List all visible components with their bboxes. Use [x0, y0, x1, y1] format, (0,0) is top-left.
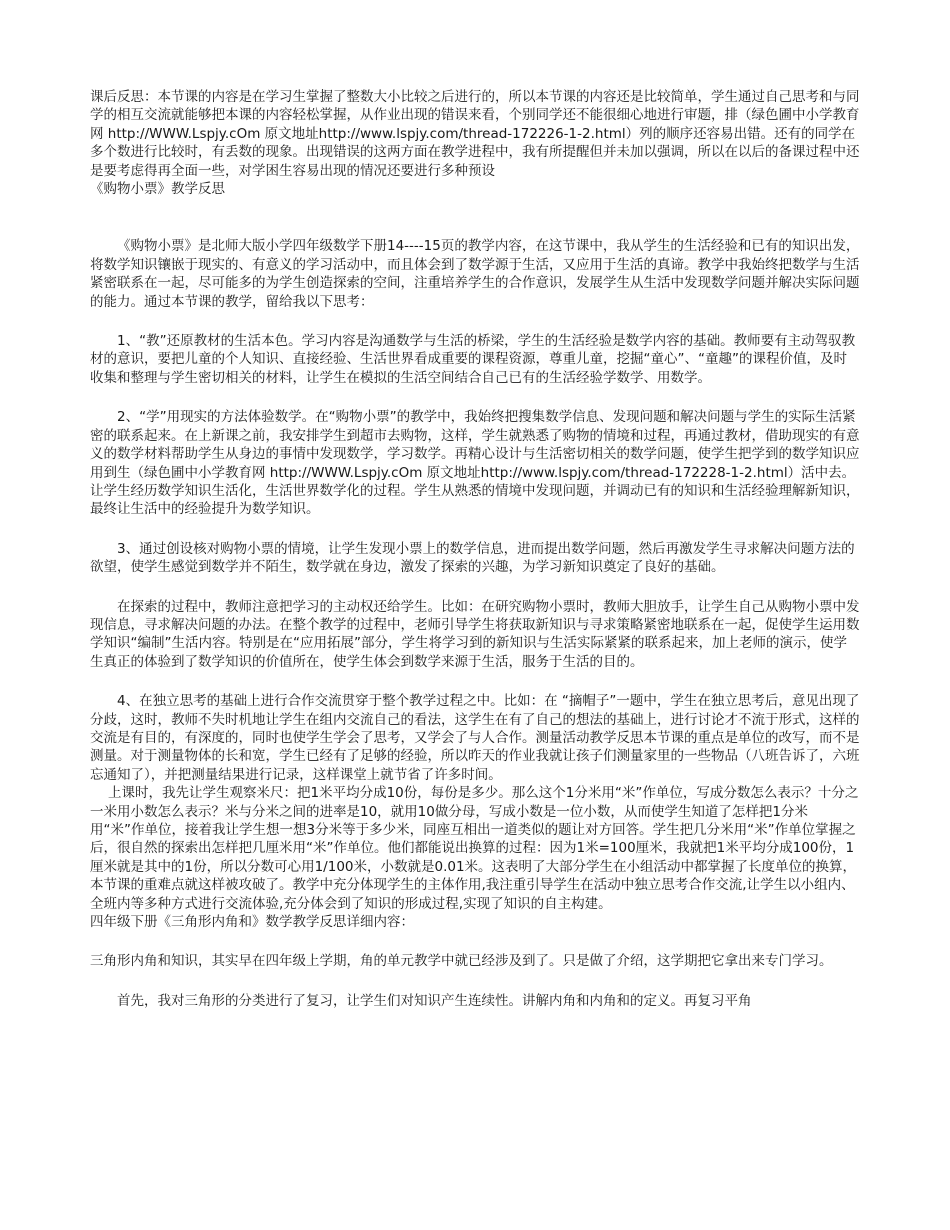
- section-title-triangle: 四年级下册《三角形内角和》数学教学反思详细内容：: [90, 914, 414, 931]
- point-3-paragraph: 3、通过创设核对购物小票的情境，让学生发现小票上的数学信息，进而提出数学问题，然后再激发学生寻求解决问题方法的欲望，使学生感觉到数学并不陌生，数学就在身边，激发了探索的兴趣，为学习新知识奠定了良好的基础。: [90, 540, 855, 576]
- spacer: [90, 311, 860, 332]
- spacer: [90, 519, 860, 540]
- point-1-paragraph: 1、“教”还原教材的生活本色。学习内容是沟通数学与生活的桥梁，学生的生活经验是数学内容的基础。教师要有主动驾驭教材的意识，要把儿童的个人知识、直接经验、生活世界看成重要的课程资源，尊重儿童，挖掘“童心”、“童趣”的课程价值，及时收集和整理与学生密切相关的材料，让学生在模拟的生活空间结合自己已有的生活经验学数学、用数学。: [90, 333, 856, 386]
- measurement-paragraph: 上课时，我先让学生观察米尺：把1米平均分成10份，每份是多少。那么这个1分米用“米”作单位，写成分数怎么表示？十分之一米用小数怎么表示？米与分米之间的进率是10，就用10做分母，写成小数是一位小数，从而使学生知道了怎样把1分米用“米”作单位，接着我让学生想一想3分米等于多少米，同座互相出一道类似的题让对方回答。学生把几分米用“米”作单位掌握之后，很自然的探索出怎样把几厘米用“米”作单位。他们都能说出换算的过程：因为1米=100厘米，我就把1米平均分成100份，1厘米就是其中的1份，所以分数可心用1/100米，小数就是0.01米。这表明了大部分学生在小组活动中都掌握了长度单位的换算，本节课的重难点就这样被攻破了。教学中充分体现学生的主体作用,我注重引导学生在活动中独立思考合作交流,让学生以小组内、全班内等多种方式进行交流体验,充分体会到了知识的形成过程,实现了知识的自主构建。: [90, 785, 859, 912]
- triangle-review-paragraph: 首先，我对三角形的分类进行了复习，让学生们对知识产生连续性。讲解内角和内角和的定义。再复习平角: [117, 992, 752, 1009]
- spacer: [90, 931, 860, 952]
- point-2-paragraph: 2、“学”用现实的方法体验数学。在“购物小票”的教学中，我始终把搜集数学信息、发现问题和解决问题与学生的实际生活紧密的联系起来。在上新课之前，我安排学生到超市去购物，这样，学生就熟悉了购物的情境和过程，再通过教材，借助现实的有意义的数学材料帮助学生从身边的事情中发现数学，学习数学。再精心设计与生活密切相关的数学问题，使学生把学到的数学知识应用到生（绿色圃中小学教育网 http://WWW.Lspjy.cOm 原文地址http://www.lspjy.com/thread-172228-1-2.html）活中去。让学生经历数学知识生活化，生活世界数学化的过程。学生从熟悉的情境中发现问题，并调动已有的知识和生活经验理解新知识，最终让生活中的经验提升为数学知识。: [90, 409, 860, 518]
- spacer: [90, 671, 860, 692]
- spacer: [90, 219, 860, 237]
- point-4-paragraph: 4、在独立思考的基础上进行合作交流贯穿于整个教学过程之中。比如：在 “摘帽子”一题中，学生在独立思考后，意见出现了分歧，这时，教师不失时机地让学生在组内交流自己的看法，这学生在有了自己的想法的基础上，进行讨论才不流于形式，这样的交流是有目的，有深度的，同时也使学生学会了思考，又学会了与人合作。测量活动教学反思本节课的重点是单位的改写，而不是测量。对于测量物体的长和宽，学生已经有了足够的经验，所以昨天的作业我就让孩子们测量家里的一些物品（八班告诉了，六班忘通知了），并把测量结果进行记录，这样课堂上就节省了许多时间。: [90, 693, 860, 783]
- triangle-intro-paragraph: 三角形内角和知识，其实早在四年级上学期，角的单元教学中就已经涉及到了。只是做了介绍，这学期把它拿出来专门学习。: [90, 953, 833, 970]
- intro-paragraph: 《购物小票》是北师大版小学四年级数学下册14----15页的教学内容，在这节课中，我从学生的生活经验和已有的知识出发，将数学知识镶嵌于现实的、有意义的学习活动中，而且体会到了数学源于生活，又应用于生活的真谛。教学中我始终把数学与生活紧密联系在一起，尽可能多的为学生创造探索的空间，注重培养学生的合作意识，发展学生从生活中发现数学问题并解决实际问题的能力。通过本节课的教学，留给我以下思考：: [90, 238, 860, 310]
- exploration-paragraph: 在探索的过程中，教师注意把学习的主动权还给学生。比如：在研究购物小票时，教师大胆放手，让学生自己从购物小票中发现信息，寻求解决问题的办法。在整个教学的过程中，老师引导学生将获取新知识与寻求策略紧密地联系在一起，促使学生运用数学知识“编制”生活内容。特别是在“应用拓展”部分，学生将学习到的新知识与生活实际紧紧的联系起来，加上老师的演示，使学生真正的体验到了数学知识的价值所在，使学生体会到数学来源于生活，服务于生活的目的。: [90, 598, 860, 670]
- spacer: [90, 387, 860, 408]
- section-title-shopping-receipt: 《购物小票》教学反思: [90, 181, 225, 198]
- spacer: [90, 198, 860, 219]
- spacer: [90, 577, 860, 598]
- document-page: [90, 88, 860, 1010]
- reflection-paragraph: 课后反思：本节课的内容是在学习生掌握了整数大小比较之后进行的，所以本节课的内容还是比较简单，学生通过自己思考和与同学的相互交流就能够把本课的内容轻松掌握，从作业出现的错误来看，个别同学还不能很细心地进行审题，排（绿色圃中小学教育网 http://WWW.Lspjy.cOm 原文地址http://www.lspjy.com/thread-172226-1-2.html）列的顺序还容易出错。还有的同学在多个数进行比较时，有丢数的现象。出现错误的这两方面在教学进程中，我有所提醒但并未加以强调，所以在以后的备课过程中还是要考虑得再全面一些，对学困生容易出现的情况还要进行多种预设: [90, 89, 860, 179]
- spacer: [90, 971, 860, 992]
